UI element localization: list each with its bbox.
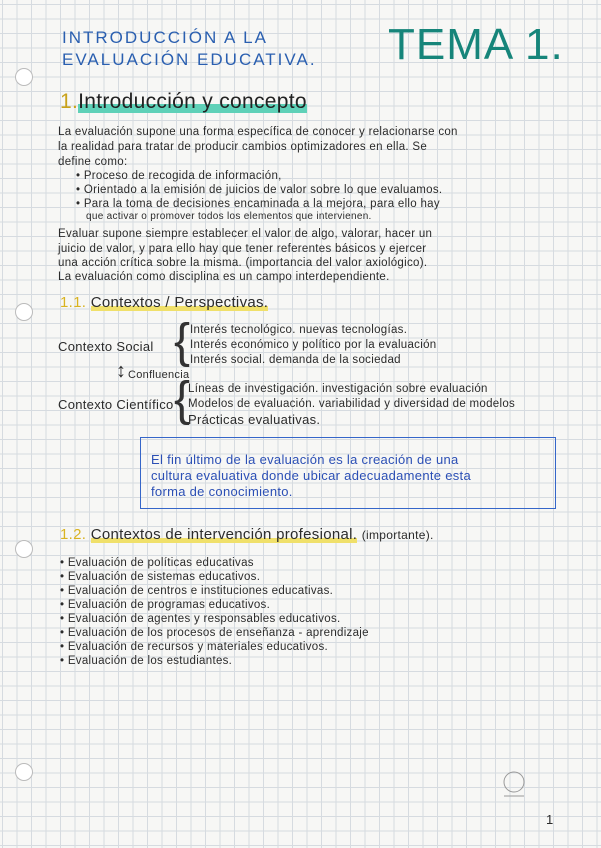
section-title: Introducción y concepto [78, 90, 307, 113]
bullet-item: • Evaluación de recursos y materiales educativos. [60, 641, 329, 653]
section-title: Contextos / Perspectivas. [90, 294, 269, 311]
brace-icon: { [174, 315, 191, 368]
bullet-text: Evaluación de programas educativos. [67, 599, 271, 611]
cientifico-item: Modelos de evaluación. variabilidad y diversidad de modelos [188, 398, 516, 410]
bullet-text: Proceso de recogida de información, [83, 170, 282, 182]
bullet-item: • Orientado a la emisión de juicios de valor sobre lo que evaluamos. [76, 184, 443, 196]
box-line: El fin último de la evaluación es la creación de una [151, 452, 459, 467]
bullet-item: • Evaluación de los estudiantes. [60, 655, 233, 667]
punch-hole [15, 540, 33, 558]
social-item: Interés económico y político por la evaluación [190, 339, 437, 351]
bullet-text: Orientado a la emisión de juicios de valor sobre lo que evaluamos. [83, 184, 443, 196]
section-1-2-heading [60, 526, 434, 543]
section-number: 1. [60, 90, 79, 113]
section-title: Contextos de intervención profesional. [90, 526, 358, 543]
box-line: cultura evaluativa donde ubicar adecuadamente esta [151, 468, 471, 483]
bullet-text: Evaluación de los procesos de enseñanza - aprendizaje [67, 627, 369, 639]
cientifico-item: Prácticas evaluativas. [188, 412, 321, 427]
social-item: Interés social. demanda de la sociedad [190, 354, 401, 366]
bullet-continuation: que activar o promover todos los elementos que intervienen. [86, 211, 372, 222]
section-number: 1.1. [60, 294, 87, 311]
title-line-2: EVALUACIÓN EDUCATIVA. [62, 50, 317, 69]
bullet-text: Para la toma de decisiones encaminada a la mejora, para ello hay [83, 198, 440, 210]
bullet-text: Evaluación de agentes y responsables educativos. [67, 613, 341, 625]
contexto-cientifico-label: Contexto Científico [58, 397, 174, 412]
punch-hole [15, 763, 33, 781]
page-number: 1 [546, 812, 554, 827]
bullet-text: Evaluación de sistemas educativos. [67, 571, 261, 583]
bullet-item: • Evaluación de programas educativos. [60, 599, 271, 611]
social-item: Interés tecnológico. nuevas tecnologías. [190, 324, 408, 336]
box-line: forma de conocimiento. [151, 484, 293, 499]
text-line: define como: [58, 156, 128, 168]
text-line: la realidad para tratar de producir cambios optimizadores en ella. Se [58, 141, 428, 153]
section-1-heading [60, 90, 307, 114]
text-line: una acción crítica sobre la misma. (importancia del valor axiológico). [58, 257, 428, 269]
text-line: La evaluación supone una forma específica de conocer y relacionarse con [58, 126, 458, 138]
bullet-text: Evaluación de políticas educativas [67, 557, 254, 569]
bullet-item: • Para la toma de decisiones encaminada a la mejora, para ello hay [76, 198, 440, 210]
bullet-item: • Evaluación de políticas educativas [60, 557, 254, 569]
highlight-box [140, 437, 556, 509]
bullet-item: • Evaluación de los procesos de enseñanza - aprendizaje [60, 627, 369, 639]
text-line: La evaluación como disciplina es un campo interdependiente. [58, 271, 390, 283]
punch-hole [15, 68, 33, 86]
bullet-item: • Evaluación de centros e instituciones educativas. [60, 585, 334, 597]
bullet-item: • Proceso de recogida de información, [76, 170, 282, 182]
section-note: (importante). [361, 528, 434, 542]
tema-heading: TEMA 1. [388, 20, 564, 69]
bullet-text: Evaluación de recursos y materiales educativos. [67, 641, 329, 653]
confluencia-label: Confluencia [128, 369, 190, 381]
bullet-text: Evaluación de centros e instituciones educativas. [67, 585, 334, 597]
section-number: 1.2. [60, 526, 87, 543]
brace-icon: { [174, 373, 191, 426]
doodle-icon [494, 764, 534, 804]
bullet-item: • Evaluación de sistemas educativos. [60, 571, 261, 583]
text-line: juicio de valor, y para ello hay que tener referentes básicos y ejercer [58, 243, 427, 255]
title-line-1: INTRODUCCIÓN A LA [62, 28, 268, 47]
double-arrow-icon: ↕ [116, 360, 127, 382]
bullet-text: Evaluación de los estudiantes. [67, 655, 233, 667]
cientifico-item: Líneas de investigación. investigación sobre evaluación [188, 383, 488, 395]
section-1-1-heading [60, 294, 268, 311]
bullet-item: • Evaluación de agentes y responsables educativos. [60, 613, 341, 625]
contexto-social-label: Contexto Social [58, 339, 154, 354]
punch-hole [15, 303, 33, 321]
text-line: Evaluar supone siempre establecer el valor de algo, valorar, hacer un [58, 228, 433, 240]
